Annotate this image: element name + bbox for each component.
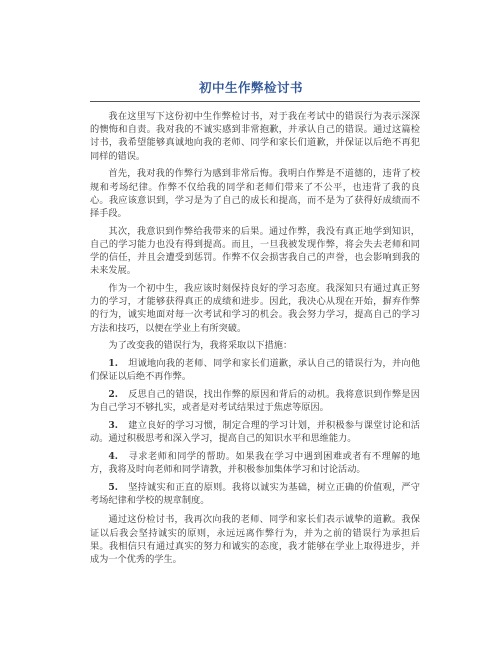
measure-item	[90, 481, 420, 507]
measure-text: 建立良好的学习习惯，制定合理的学习计划，并积极参与课堂讨论和活动。通过积极思考和深入学习，提高自己的知识水平和思维能力。	[90, 419, 420, 444]
document-body	[90, 110, 420, 571]
measure-number: 1.	[108, 357, 118, 369]
measure-text: 寻求老师和同学的帮助。如果我在学习中遇到困难或者有不理解的地方，我将及时向老师和同学请教，并积极参加集体学习和讨论活动。	[90, 450, 420, 475]
paragraph-intro: 我在这里写下这份初中生作弊检讨书，对于我在考试中的错误行为表示深深的懊悔和自责。我对我的不诚实感到非常抱歉，并承认自己的错误。通过这篇检讨书，我希望能够真诚地向我的老师、同学和家长们道歉，并保证以后绝不再犯同样的错误。	[90, 111, 420, 162]
paragraph-closing: 通过这份检讨书，我再次向我的老师、同学和家长们表示诚挚的道歉。我保证以后我会坚持诚实的原则，永远远离作弊行为，并为之前的错误行为承担后果。我相信只有通过真实的努力和诚实的态度，我才能够在学业上取得进步，并成为一个优秀的学生。	[90, 514, 420, 566]
paragraph-attitude: 作为一个初中生，我应该时刻保持良好的学习态度。我深知只有通过真正努力的学习，才能够获得真正的成绩和进步。因此，我决心从现在开始，摒弃作弊的行为，诚实地面对每一次考试和学习的机会。我会努力学习，提高自己的学习方法和技巧，以便在学业上有所突破。	[90, 282, 420, 334]
paragraph-consequences: 其次，我意识到作弊给我带来的后果。通过作弊，我没有真正地学到知识，自己的学习能力也没有得到提高。而且，一旦我被发现作弊，将会失去老师和同学的信任，并且会遭受到惩罚。作弊不仅会损害我自己的声誉，也会影响到我的未来发展。	[90, 225, 420, 277]
measure-item	[90, 388, 420, 414]
paragraph-measures-intro: 为了改变我的错误行为，我将采取以下措施：	[108, 340, 293, 352]
measure-text: 坦诚地向我的老师、同学和家长们道歉，承认自己的错误行为，并向他们保证以后绝不再作弊。	[90, 357, 420, 383]
measure-text: 坚持诚实和正直的原则。我将以诚实为基础，树立正确的价值观，严守考场纪律和学校的规章制度。	[90, 481, 420, 506]
measure-text: 反思自己的错误，找出作弊的原因和背后的动机。我将意识到作弊是因为自己学习不够扎实，或者是对考试结果过于焦虑等原因。	[90, 388, 420, 414]
paragraph-regret: 首先，我对我的作弊行为感到非常后悔。我明白作弊是不道德的，违背了校规和考场纪律。作弊不仅给我的同学和老师们带来了不公平，也违背了我的良心。我应该意识到，学习是为了自己的成长和提高，而不是为了获得好成绩而不择手段。	[90, 168, 420, 219]
measure-item	[90, 357, 420, 383]
document-title: 初中生作弊检讨书	[198, 80, 303, 95]
measure-item	[90, 450, 420, 476]
measure-number: 5.	[108, 481, 118, 493]
measure-number: 4.	[108, 450, 118, 462]
measure-item	[90, 419, 420, 445]
measure-number: 3.	[108, 419, 118, 431]
title-divider	[90, 101, 420, 102]
measure-number: 2.	[108, 388, 118, 400]
